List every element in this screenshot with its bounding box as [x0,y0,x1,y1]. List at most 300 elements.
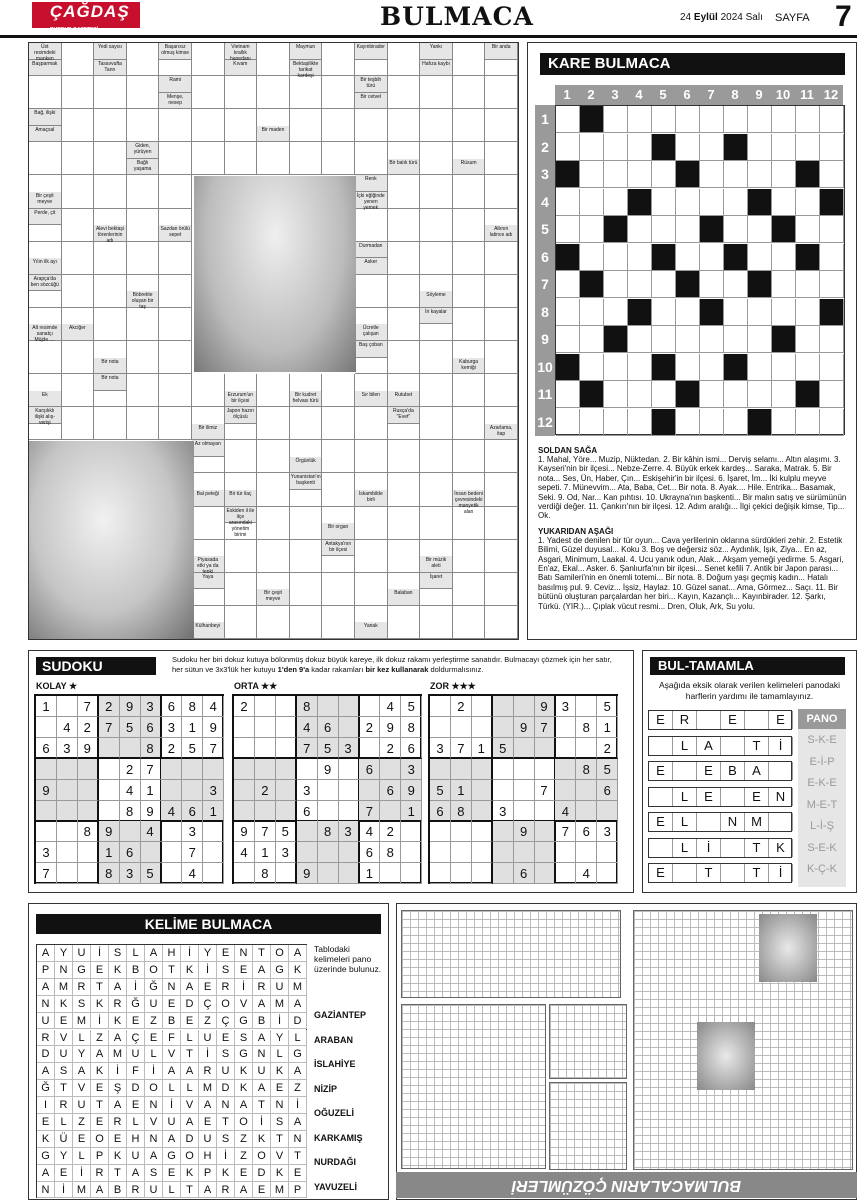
kare-cell[interactable] [628,161,652,188]
sudoku-cell[interactable] [318,863,339,884]
crossword-cell[interactable] [127,209,160,242]
kelime-letter[interactable]: N [37,996,55,1013]
kare-cell[interactable] [628,409,652,436]
crossword-cell[interactable] [192,374,225,407]
kelime-letter[interactable]: R [109,996,127,1013]
kare-cell[interactable] [604,354,628,381]
crossword-cell[interactable] [257,43,290,76]
kare-cell[interactable] [700,354,724,381]
bul-tamamla-cell[interactable] [769,762,793,780]
kare-cell[interactable] [820,106,844,133]
kare-cell[interactable] [748,299,772,326]
kare-cell[interactable] [772,299,796,326]
crossword-cell[interactable] [94,109,127,142]
sudoku-cell[interactable] [555,759,576,780]
sudoku-cell[interactable] [576,738,597,759]
sudoku-cell[interactable] [514,780,535,801]
sudoku-cell[interactable] [161,821,182,842]
sudoku-cell[interactable] [36,717,57,738]
sudoku-cell[interactable]: 4 [359,821,380,842]
kare-cell[interactable] [628,354,652,381]
sudoku-cell[interactable]: 5 [430,780,451,801]
kelime-letter[interactable]: U [73,1097,91,1114]
kelime-letter[interactable]: S [217,1131,235,1148]
kelime-letter[interactable]: İ [181,945,199,962]
sudoku-cell[interactable] [430,759,451,780]
kare-cell[interactable] [628,106,652,133]
sudoku-cell[interactable]: 1 [255,842,276,863]
sudoku-cell[interactable] [430,863,451,884]
sudoku-cell[interactable]: 8 [120,801,141,822]
bul-tamamla-cell[interactable] [721,839,745,857]
sudoku-cell[interactable] [234,801,255,822]
sudoku-cell[interactable] [234,780,255,801]
kelime-letter[interactable]: E [199,1114,217,1131]
sudoku-cell[interactable]: 9 [318,759,339,780]
sudoku-cell[interactable]: 2 [255,780,276,801]
bul-tamamla-cell[interactable] [697,711,721,729]
sudoku-cell[interactable] [576,801,597,822]
kare-cell[interactable] [556,299,580,326]
sudoku-cell[interactable]: 8 [297,696,318,717]
sudoku-cell[interactable]: 4 [576,863,597,884]
kare-cell[interactable] [700,271,724,298]
sudoku-cell[interactable] [555,842,576,863]
sudoku-cell[interactable] [493,780,514,801]
sudoku-cell[interactable]: 7 [99,717,120,738]
crossword-cell[interactable] [355,540,388,573]
crossword-cell[interactable] [127,308,160,341]
kelime-letter[interactable]: Ç [127,1030,145,1047]
sudoku-cell[interactable] [255,801,276,822]
kelime-letter[interactable]: K [235,1080,253,1097]
kelime-letter[interactable]: T [91,979,109,996]
sudoku-cell[interactable]: 7 [141,759,162,780]
kelime-letter[interactable]: İ [289,1097,307,1114]
kelime-letter[interactable]: A [235,1097,253,1114]
kare-cell[interactable] [700,409,724,436]
sudoku-cell[interactable]: 2 [161,738,182,759]
kelime-letter[interactable]: N [217,1097,235,1114]
kare-cell[interactable] [700,326,724,353]
kelime-letter[interactable]: M [109,1046,127,1063]
bul-tamamla-cell[interactable]: L [673,737,697,755]
kare-cell[interactable] [772,134,796,161]
bul-tamamla-row[interactable] [648,710,792,730]
kelime-letter[interactable]: A [253,1080,271,1097]
kelime-letter[interactable]: K [109,1148,127,1165]
kelime-letter[interactable]: D [181,996,199,1013]
bul-tamamla-cell[interactable]: T [745,839,769,857]
kelime-letter[interactable]: G [73,962,91,979]
sudoku-cell[interactable] [120,821,141,842]
sudoku-cell[interactable] [57,780,78,801]
sudoku-cell[interactable] [535,801,556,822]
kelime-letter[interactable]: I [37,1097,55,1114]
kelime-letter[interactable]: K [109,1013,127,1030]
kelime-letter[interactable]: O [253,1148,271,1165]
sudoku-cell[interactable]: 2 [380,821,401,842]
crossword-cell[interactable] [420,242,453,275]
kare-cell[interactable] [604,409,628,436]
sudoku-cell[interactable]: 4 [141,821,162,842]
crossword-cell[interactable] [388,175,421,208]
kelime-letter[interactable]: A [91,1046,109,1063]
bul-tamamla-cell[interactable]: İ [769,737,793,755]
sudoku-cell[interactable] [359,780,380,801]
kare-cell[interactable] [796,189,820,216]
sudoku-cell[interactable]: 9 [141,801,162,822]
kare-cell[interactable] [772,271,796,298]
kelime-letter[interactable]: K [217,1165,235,1182]
kelime-letter[interactable]: A [181,979,199,996]
sudoku-cell[interactable] [472,780,493,801]
kelime-letter[interactable]: İ [109,1063,127,1080]
kelime-letter[interactable]: N [271,1097,289,1114]
kelime-letter[interactable]: O [145,1080,163,1097]
kelime-letter[interactable]: Ğ [37,1080,55,1097]
sudoku-cell[interactable] [401,842,422,863]
sudoku-cell[interactable]: 6 [36,738,57,759]
kare-cell[interactable] [820,326,844,353]
kelime-letter[interactable]: L [181,1030,199,1047]
bul-tamamla-cell[interactable]: E [649,813,673,831]
crossword-cell[interactable] [388,308,421,341]
sudoku-cell[interactable]: 9 [203,717,224,738]
kare-cell[interactable] [700,106,724,133]
kelime-letter[interactable]: L [163,1080,181,1097]
kelime-letter[interactable]: Z [235,1131,253,1148]
sudoku-cell[interactable]: 5 [597,696,618,717]
kelime-letter[interactable]: R [217,979,235,996]
kelime-letter[interactable]: T [163,962,181,979]
sudoku-cell[interactable] [493,863,514,884]
kare-cell[interactable] [604,106,628,133]
kare-cell[interactable] [724,216,748,243]
sudoku-cell[interactable]: 6 [120,842,141,863]
sudoku-cell[interactable] [276,863,297,884]
crossword-cell[interactable] [453,606,486,639]
bul-tamamla-row[interactable] [648,838,792,858]
sudoku-cell[interactable]: 6 [359,759,380,780]
kelime-letter[interactable]: G [235,1013,253,1030]
kelime-letter[interactable]: İ [199,1046,217,1063]
kelime-letter[interactable]: A [181,1114,199,1131]
crossword-cell[interactable] [257,540,290,573]
sudoku-cell[interactable] [493,696,514,717]
kelime-letter[interactable]: H [163,945,181,962]
crossword-cell[interactable] [355,440,388,473]
bul-tamamla-cell[interactable]: E [649,864,673,882]
sudoku-cell[interactable]: 8 [451,801,472,822]
sudoku-cell[interactable] [99,780,120,801]
crossword-cell[interactable] [127,341,160,374]
bul-tamamla-cell[interactable] [721,864,745,882]
sudoku-cell[interactable] [161,842,182,863]
kelime-letter[interactable]: İ [145,1063,163,1080]
kelime-letter[interactable]: E [127,1097,145,1114]
bul-tamamla-cell[interactable]: E [697,762,721,780]
crossword-cell[interactable] [62,109,95,142]
crossword-cell[interactable] [388,76,421,109]
bul-tamamla-cell[interactable] [721,788,745,806]
kare-cell[interactable] [580,189,604,216]
sudoku-cell[interactable]: 2 [359,717,380,738]
sudoku-cell[interactable]: 2 [99,696,120,717]
kelime-letter[interactable]: Y [199,945,217,962]
sudoku-cell[interactable] [255,738,276,759]
kare-cell[interactable] [748,326,772,353]
bul-tamamla-cell[interactable]: A [745,762,769,780]
kare-cell[interactable] [796,409,820,436]
crossword-cell[interactable] [485,242,518,275]
kelime-letter[interactable]: D [127,1080,145,1097]
kelime-letter[interactable]: İ [73,1165,91,1182]
kelime-letter[interactable]: Ü [55,1131,73,1148]
crossword-cell[interactable] [257,407,290,440]
crossword-cell[interactable] [257,606,290,639]
kelime-letter[interactable]: M [55,979,73,996]
sudoku-cell[interactable]: 6 [514,863,535,884]
bul-tamamla-cell[interactable]: T [745,737,769,755]
kare-cell[interactable] [700,381,724,408]
kelime-letter[interactable]: A [289,996,307,1013]
crossword-cell[interactable] [453,440,486,473]
kelime-letter[interactable]: E [217,945,235,962]
bul-tamamla-cell[interactable]: A [697,737,721,755]
kelime-letter[interactable]: B [127,962,145,979]
crossword-cell[interactable] [192,76,225,109]
kelime-letter[interactable]: E [91,1080,109,1097]
crossword-cell[interactable] [453,374,486,407]
sudoku-cell[interactable]: 2 [78,717,99,738]
kelime-letter[interactable]: Y [73,1046,91,1063]
crossword-cell[interactable] [159,374,192,407]
sudoku-cell[interactable] [493,717,514,738]
crossword-cell[interactable] [62,275,95,308]
sudoku-cell[interactable] [535,738,556,759]
bul-tamamla-cell[interactable] [745,711,769,729]
sudoku-cell[interactable] [535,842,556,863]
sudoku-cell[interactable]: 6 [141,717,162,738]
kelime-letter[interactable]: U [199,1030,217,1047]
sudoku-cell[interactable]: 7 [182,842,203,863]
sudoku-cell[interactable]: 5 [401,696,422,717]
sudoku-cell[interactable] [514,842,535,863]
crossword-cell[interactable] [192,507,225,540]
sudoku-cell[interactable] [57,696,78,717]
crossword-cell[interactable] [322,573,355,606]
kelime-letter-grid[interactable] [36,944,307,1198]
sudoku-cell[interactable]: 9 [234,821,255,842]
crossword-cell[interactable] [159,308,192,341]
kare-cell[interactable] [748,354,772,381]
kare-cell[interactable] [676,354,700,381]
kelime-letter[interactable]: E [55,1013,73,1030]
crossword-cell[interactable] [257,76,290,109]
kelime-letter[interactable]: R [217,1182,235,1199]
kelime-letter[interactable]: R [253,979,271,996]
kelime-letter[interactable]: E [37,1114,55,1131]
kare-cell[interactable] [772,189,796,216]
sudoku-cell[interactable] [99,759,120,780]
bul-tamamla-cell[interactable]: K [769,839,793,857]
kelime-letter[interactable]: Z [145,1013,163,1030]
kelime-letter[interactable]: A [145,945,163,962]
crossword-cell[interactable] [290,540,323,573]
kelime-letter[interactable]: Z [199,1013,217,1030]
kelime-letter[interactable]: S [73,996,91,1013]
bul-tamamla-cell[interactable]: T [745,864,769,882]
kelime-letter[interactable]: K [91,1063,109,1080]
sudoku-cell[interactable] [161,759,182,780]
bul-tamamla-row[interactable] [648,812,792,832]
kelime-letter[interactable]: L [55,1114,73,1131]
kelime-letter[interactable]: İ [91,1013,109,1030]
sudoku-cell[interactable] [234,738,255,759]
sudoku-cell[interactable]: 5 [276,821,297,842]
kelime-letter[interactable]: A [289,1063,307,1080]
sudoku-cell[interactable]: 7 [297,738,318,759]
sudoku-cell[interactable]: 3 [276,842,297,863]
kare-cell[interactable] [580,161,604,188]
sudoku-cell[interactable]: 1 [451,780,472,801]
kare-cell[interactable] [724,271,748,298]
sudoku-cell[interactable] [203,759,224,780]
kelime-letter[interactable]: S [217,962,235,979]
crossword-cell[interactable] [94,242,127,275]
kare-cell[interactable] [652,189,676,216]
kelime-letter[interactable]: K [235,1063,253,1080]
kare-cell[interactable] [796,106,820,133]
sudoku-cell[interactable] [276,780,297,801]
crossword-cell[interactable] [453,573,486,606]
sudoku-cell[interactable] [493,759,514,780]
kelime-letter[interactable]: N [145,1131,163,1148]
crossword-cell[interactable] [192,43,225,76]
sudoku-cell[interactable]: 1 [401,801,422,822]
kare-cell[interactable] [628,381,652,408]
kelime-letter[interactable]: U [55,1046,73,1063]
kelime-letter[interactable]: E [55,1165,73,1182]
kelime-letter[interactable]: İ [127,979,145,996]
crossword-cell[interactable] [485,76,518,109]
bul-tamamla-cell[interactable]: L [673,788,697,806]
sudoku-cell[interactable]: 7 [359,801,380,822]
crossword-cell[interactable] [159,175,192,208]
kelime-letter[interactable]: O [217,996,235,1013]
kelime-letter[interactable]: E [181,1013,199,1030]
sudoku-cell[interactable] [234,759,255,780]
kare-cell[interactable] [724,189,748,216]
sudoku-cell[interactable]: 3 [401,759,422,780]
crossword-cell[interactable] [225,540,258,573]
crossword-cell[interactable] [159,407,192,440]
kelime-letter[interactable]: E [163,996,181,1013]
kelime-letter[interactable]: F [127,1063,145,1080]
sudoku-cell[interactable] [255,759,276,780]
kelime-letter[interactable]: U [199,1131,217,1148]
sudoku-cell[interactable]: 8 [576,717,597,738]
crossword-cell[interactable] [62,242,95,275]
kelime-letter[interactable]: V [271,1148,289,1165]
sudoku-cell[interactable] [161,863,182,884]
kelime-letter[interactable]: İ [199,962,217,979]
kelime-letter[interactable]: D [289,1013,307,1030]
kelime-letter[interactable]: U [73,945,91,962]
kelime-letter[interactable]: İ [217,1148,235,1165]
sudoku-cell[interactable]: 8 [318,821,339,842]
crossword-cell[interactable] [127,76,160,109]
sudoku-cell[interactable] [78,863,99,884]
sudoku-cell[interactable]: 6 [359,842,380,863]
kare-cell[interactable] [796,271,820,298]
bul-tamamla-row[interactable] [648,736,792,756]
kare-cell[interactable] [820,354,844,381]
bul-tamamla-cell[interactable]: İ [697,839,721,857]
kelime-letter[interactable]: A [235,1182,253,1199]
kelime-letter[interactable]: S [235,1030,253,1047]
sudoku-cell[interactable] [276,696,297,717]
kelime-letter[interactable]: U [127,1046,145,1063]
sudoku-cell[interactable] [318,842,339,863]
bul-tamamla-cell[interactable]: B [721,762,745,780]
kare-cell[interactable] [628,271,652,298]
sudoku-cell[interactable] [78,801,99,822]
sudoku-cell[interactable] [141,842,162,863]
sudoku-cell[interactable] [120,738,141,759]
sudoku-cell[interactable]: 4 [57,717,78,738]
sudoku-cell[interactable] [339,780,360,801]
kare-cell[interactable] [700,244,724,271]
kelime-letter[interactable]: Y [55,945,73,962]
crossword-cell[interactable] [453,109,486,142]
crossword-cell[interactable] [485,440,518,473]
sudoku-grid-easy[interactable] [34,694,224,884]
kelime-letter[interactable]: T [181,1182,199,1199]
kelime-letter[interactable]: E [289,1165,307,1182]
sudoku-cell[interactable] [451,863,472,884]
kelime-letter[interactable]: A [109,1030,127,1047]
kelime-letter[interactable]: T [109,1165,127,1182]
kare-cell[interactable] [700,161,724,188]
sudoku-cell[interactable] [57,759,78,780]
sudoku-cell[interactable] [255,696,276,717]
kare-cell[interactable] [676,409,700,436]
crossword-cell[interactable] [322,109,355,142]
kelime-letter[interactable]: U [271,979,289,996]
kelime-letter[interactable]: V [163,1046,181,1063]
sudoku-cell[interactable]: 3 [339,738,360,759]
kare-cell[interactable] [556,409,580,436]
kare-cell[interactable] [676,106,700,133]
kare-cell[interactable] [604,381,628,408]
crossword-cell[interactable] [355,209,388,242]
crossword-cell[interactable] [94,76,127,109]
sudoku-cell[interactable] [99,801,120,822]
kelime-letter[interactable]: A [145,1148,163,1165]
kelime-letter[interactable]: V [73,1080,91,1097]
kelime-letter[interactable]: E [91,1114,109,1131]
sudoku-cell[interactable] [57,801,78,822]
kare-cell[interactable] [676,299,700,326]
kelime-letter[interactable]: D [217,1080,235,1097]
crossword-cell[interactable] [127,242,160,275]
crossword-cell[interactable] [388,507,421,540]
kare-cell[interactable] [628,134,652,161]
kare-cell[interactable] [580,244,604,271]
kelime-letter[interactable]: L [181,1080,199,1097]
